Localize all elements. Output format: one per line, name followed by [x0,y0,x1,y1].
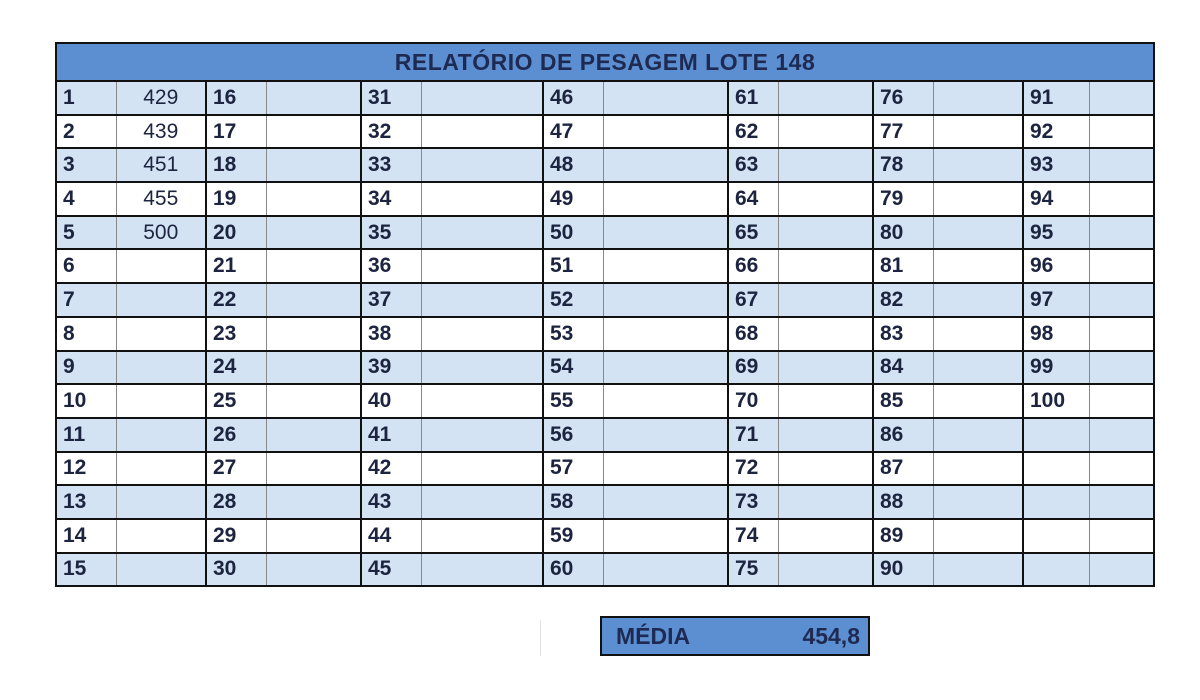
weight-cell[interactable] [933,115,1023,149]
weight-cell[interactable]: 439 [116,115,206,149]
weight-cell[interactable] [421,485,543,519]
weight-cell[interactable] [1089,283,1154,317]
weight-cell[interactable] [933,317,1023,351]
row-number-cell[interactable]: 93 [1023,148,1089,182]
weight-cell[interactable] [1089,485,1154,519]
weight-cell[interactable] [933,216,1023,250]
row-number-cell[interactable]: 39 [361,351,421,385]
row-number-cell[interactable]: 92 [1023,115,1089,149]
row-number-cell[interactable]: 4 [56,182,116,216]
row-number-cell[interactable]: 6 [56,249,116,283]
row-number-cell[interactable]: 60 [543,553,603,587]
weight-cell[interactable] [778,216,873,250]
weight-cell[interactable] [933,182,1023,216]
row-number-cell[interactable]: 69 [728,351,778,385]
weight-cell[interactable] [421,283,543,317]
row-number-cell[interactable]: 96 [1023,249,1089,283]
average-value: 454,8 [802,622,860,649]
table-row [56,317,1154,351]
weight-cell[interactable] [1089,115,1154,149]
row-number-cell[interactable]: 26 [206,418,266,452]
weight-cell[interactable]: 451 [116,148,206,182]
row-number-cell[interactable]: 79 [873,182,933,216]
weight-cell[interactable] [933,452,1023,486]
row-number-cell[interactable]: 55 [543,384,603,418]
weight-cell[interactable] [421,115,543,149]
row-number-cell[interactable]: 95 [1023,216,1089,250]
row-number-cell[interactable]: 74 [728,519,778,553]
weight-cell[interactable] [116,452,206,486]
weight-cell[interactable] [603,283,728,317]
weight-cell[interactable] [1089,452,1154,486]
table-row [56,283,1154,317]
weight-cell[interactable] [778,351,873,385]
row-number-cell[interactable]: 33 [361,148,421,182]
row-number-cell[interactable]: 51 [543,249,603,283]
weight-cell[interactable] [116,553,206,587]
row-number-cell[interactable]: 2 [56,115,116,149]
row-number-cell[interactable]: 36 [361,249,421,283]
row-number-cell[interactable]: 41 [361,418,421,452]
weight-cell[interactable] [116,418,206,452]
weight-cell[interactable] [1089,553,1154,587]
weight-cell[interactable] [603,317,728,351]
row-number-cell[interactable]: 87 [873,452,933,486]
weight-cell[interactable] [1089,351,1154,385]
row-number-cell[interactable]: 89 [873,519,933,553]
row-number-cell[interactable] [1023,519,1089,553]
weight-cell[interactable] [266,148,361,182]
row-number-cell[interactable]: 83 [873,317,933,351]
weight-cell[interactable] [603,384,728,418]
weight-cell[interactable] [266,452,361,486]
divider [540,620,541,656]
weight-cell[interactable] [603,485,728,519]
row-number-cell[interactable]: 29 [206,519,266,553]
row-number-cell[interactable]: 57 [543,452,603,486]
row-number-cell[interactable]: 18 [206,148,266,182]
weight-cell[interactable] [778,485,873,519]
table-row [56,81,1154,115]
row-number-cell[interactable]: 28 [206,485,266,519]
row-number-cell[interactable] [1023,485,1089,519]
weight-cell[interactable] [778,553,873,587]
weight-cell[interactable] [421,553,543,587]
row-number-cell[interactable]: 77 [873,115,933,149]
weight-cell[interactable] [421,351,543,385]
weight-cell[interactable] [778,148,873,182]
weight-cell[interactable] [116,384,206,418]
row-number-cell[interactable]: 48 [543,148,603,182]
weight-cell[interactable] [421,182,543,216]
weight-cell[interactable] [778,283,873,317]
row-number-cell[interactable]: 73 [728,485,778,519]
row-number-cell[interactable]: 23 [206,317,266,351]
row-number-cell[interactable]: 52 [543,283,603,317]
row-number-cell[interactable]: 5 [56,216,116,250]
weight-cell[interactable] [421,249,543,283]
weight-cell[interactable] [266,485,361,519]
row-number-cell[interactable]: 38 [361,317,421,351]
row-number-cell[interactable]: 67 [728,283,778,317]
row-number-cell[interactable]: 15 [56,553,116,587]
weight-cell[interactable] [778,452,873,486]
weight-cell[interactable] [778,115,873,149]
row-number-cell[interactable]: 37 [361,283,421,317]
row-number-cell[interactable]: 24 [206,351,266,385]
row-number-cell[interactable]: 17 [206,115,266,149]
weighing-table [55,42,1155,587]
weight-cell[interactable] [266,418,361,452]
weight-cell[interactable] [421,519,543,553]
weight-cell[interactable] [266,384,361,418]
row-number-cell[interactable]: 94 [1023,182,1089,216]
weight-cell[interactable] [603,519,728,553]
weight-cell[interactable] [778,418,873,452]
weight-cell[interactable] [116,351,206,385]
weight-cell[interactable] [1089,148,1154,182]
weight-cell[interactable] [933,249,1023,283]
weight-cell[interactable] [1089,216,1154,250]
weight-cell[interactable] [603,81,728,115]
row-number-cell[interactable]: 71 [728,418,778,452]
weight-cell[interactable] [421,81,543,115]
row-number-cell[interactable]: 44 [361,519,421,553]
row-number-cell[interactable]: 99 [1023,351,1089,385]
weight-cell[interactable] [266,81,361,115]
weight-cell[interactable] [933,283,1023,317]
weight-cell[interactable] [933,519,1023,553]
row-number-cell[interactable]: 98 [1023,317,1089,351]
row-number-cell[interactable]: 21 [206,249,266,283]
table-row [56,249,1154,283]
weight-cell[interactable] [421,452,543,486]
row-number-cell[interactable]: 58 [543,485,603,519]
row-number-cell[interactable]: 13 [56,485,116,519]
row-number-cell[interactable]: 40 [361,384,421,418]
weight-cell[interactable] [421,317,543,351]
weight-cell[interactable] [266,115,361,149]
row-number-cell[interactable]: 65 [728,216,778,250]
row-number-cell[interactable]: 84 [873,351,933,385]
table-row [56,182,1154,216]
weight-cell[interactable] [116,485,206,519]
row-number-cell[interactable]: 54 [543,351,603,385]
weight-cell[interactable] [116,249,206,283]
weight-cell[interactable] [1089,81,1154,115]
row-number-cell[interactable] [1023,452,1089,486]
row-number-cell[interactable]: 59 [543,519,603,553]
weight-cell[interactable] [1089,182,1154,216]
weight-cell[interactable] [603,249,728,283]
table-row [56,452,1154,486]
row-number-cell[interactable]: 12 [56,452,116,486]
weight-cell[interactable] [933,485,1023,519]
row-number-cell[interactable]: 1 [56,81,116,115]
weight-cell[interactable] [116,283,206,317]
weight-cell[interactable] [266,519,361,553]
row-number-cell[interactable]: 53 [543,317,603,351]
table-row [56,485,1154,519]
weight-cell[interactable] [1089,418,1154,452]
row-number-cell[interactable]: 72 [728,452,778,486]
weight-cell[interactable] [933,553,1023,587]
row-number-cell[interactable]: 43 [361,485,421,519]
weight-cell[interactable] [778,249,873,283]
weight-cell[interactable] [1089,317,1154,351]
row-number-cell[interactable]: 27 [206,452,266,486]
weight-cell[interactable] [603,351,728,385]
weight-cell[interactable] [1089,519,1154,553]
table-row [56,351,1154,385]
weighing-report-sheet [55,42,1153,587]
row-number-cell[interactable]: 85 [873,384,933,418]
table-row [56,418,1154,452]
weight-cell[interactable] [266,553,361,587]
weight-cell[interactable] [603,115,728,149]
table-row [56,519,1154,553]
weight-cell[interactable] [421,418,543,452]
weight-cell[interactable] [266,351,361,385]
weight-cell[interactable] [266,249,361,283]
row-number-cell[interactable]: 82 [873,283,933,317]
weight-cell[interactable] [421,216,543,250]
weight-cell[interactable] [603,553,728,587]
weight-cell[interactable]: 500 [116,216,206,250]
weight-cell[interactable] [778,317,873,351]
row-number-cell[interactable]: 31 [361,81,421,115]
row-number-cell[interactable]: 47 [543,115,603,149]
row-number-cell[interactable]: 66 [728,249,778,283]
weight-cell[interactable] [778,519,873,553]
weight-cell[interactable] [778,384,873,418]
row-number-cell[interactable] [1023,418,1089,452]
weight-cell[interactable] [778,81,873,115]
weight-cell[interactable] [933,81,1023,115]
weight-cell[interactable] [266,216,361,250]
row-number-cell[interactable]: 80 [873,216,933,250]
row-number-cell[interactable]: 9 [56,351,116,385]
average-label: MÉDIA [616,622,691,649]
weight-cell[interactable] [933,418,1023,452]
row-number-cell[interactable]: 16 [206,81,266,115]
weight-cell[interactable] [421,384,543,418]
table-row [56,384,1154,418]
weight-cell[interactable] [933,351,1023,385]
row-number-cell[interactable]: 64 [728,182,778,216]
row-number-cell[interactable]: 35 [361,216,421,250]
weight-cell[interactable] [266,182,361,216]
weight-cell[interactable] [778,182,873,216]
row-number-cell[interactable]: 61 [728,81,778,115]
table-row [56,553,1154,587]
weight-cell[interactable] [116,519,206,553]
row-number-cell[interactable]: 30 [206,553,266,587]
weight-cell[interactable] [1089,384,1154,418]
table-row [56,216,1154,250]
weight-cell[interactable] [603,216,728,250]
row-number-cell[interactable] [1023,553,1089,587]
row-number-cell[interactable]: 76 [873,81,933,115]
row-number-cell[interactable]: 68 [728,317,778,351]
row-number-cell[interactable]: 45 [361,553,421,587]
row-number-cell[interactable]: 3 [56,148,116,182]
row-number-cell[interactable]: 86 [873,418,933,452]
weight-cell[interactable]: 455 [116,182,206,216]
weight-cell[interactable] [1089,249,1154,283]
row-number-cell[interactable]: 19 [206,182,266,216]
row-number-cell[interactable]: 50 [543,216,603,250]
row-number-cell[interactable]: 49 [543,182,603,216]
weight-cell[interactable] [603,418,728,452]
row-number-cell[interactable]: 100 [1023,384,1089,418]
row-number-cell[interactable]: 11 [56,418,116,452]
weight-cell[interactable] [421,148,543,182]
row-number-cell[interactable]: 81 [873,249,933,283]
row-number-cell[interactable]: 78 [873,148,933,182]
weight-cell[interactable]: 429 [116,81,206,115]
row-number-cell[interactable]: 91 [1023,81,1089,115]
row-number-cell[interactable]: 70 [728,384,778,418]
weight-cell[interactable] [603,182,728,216]
row-number-cell[interactable]: 20 [206,216,266,250]
row-number-cell[interactable]: 7 [56,283,116,317]
table-row [56,115,1154,149]
row-number-cell[interactable]: 14 [56,519,116,553]
row-number-cell[interactable]: 42 [361,452,421,486]
weight-cell[interactable] [933,384,1023,418]
row-number-cell[interactable]: 63 [728,148,778,182]
row-number-cell[interactable]: 97 [1023,283,1089,317]
weight-cell[interactable] [266,317,361,351]
row-number-cell[interactable]: 56 [543,418,603,452]
table-row [56,148,1154,182]
row-number-cell[interactable]: 62 [728,115,778,149]
row-number-cell[interactable]: 46 [543,81,603,115]
weight-cell[interactable] [603,452,728,486]
weight-cell[interactable] [603,148,728,182]
weight-cell[interactable] [933,148,1023,182]
row-number-cell[interactable]: 90 [873,553,933,587]
row-number-cell[interactable]: 75 [728,553,778,587]
row-number-cell[interactable]: 8 [56,317,116,351]
row-number-cell[interactable]: 10 [56,384,116,418]
weight-cell[interactable] [116,317,206,351]
row-number-cell[interactable]: 32 [361,115,421,149]
row-number-cell[interactable]: 34 [361,182,421,216]
row-number-cell[interactable]: 88 [873,485,933,519]
row-number-cell[interactable]: 22 [206,283,266,317]
report-title: RELATÓRIO DE PESAGEM LOTE 148 [56,43,1154,81]
average-box [600,616,870,656]
weight-cell[interactable] [266,283,361,317]
row-number-cell[interactable]: 25 [206,384,266,418]
